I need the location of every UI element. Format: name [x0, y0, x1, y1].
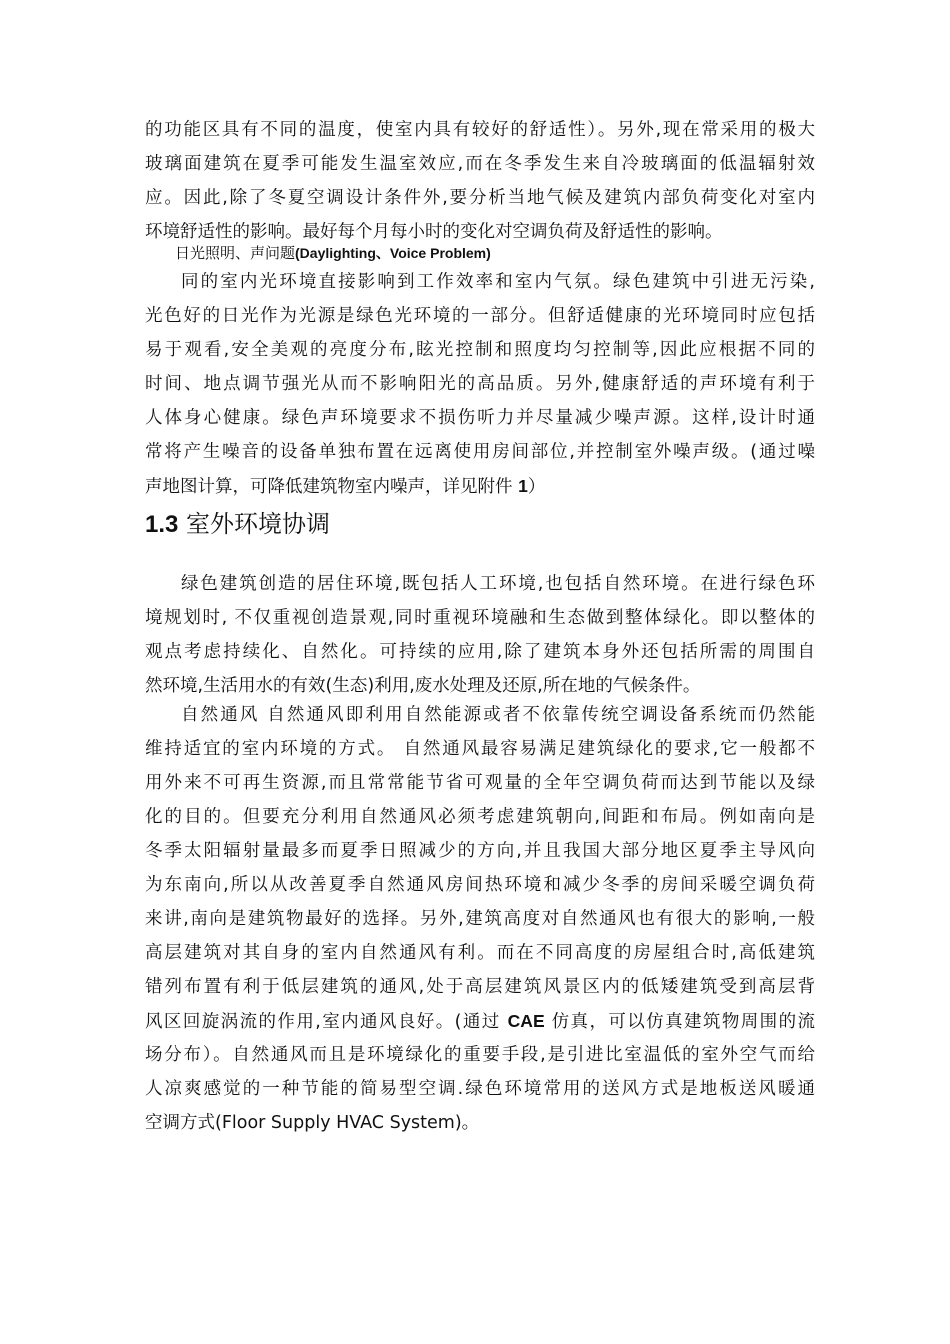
text-line: 时间、地点调节强光从而不影响阳光的高品质。另外,健康舒适的声环境有利于: [145, 374, 815, 394]
text-line: 境规划时, 不仅重视创造景观,同时重视环境融和生态做到整体绿化。即以整体的: [145, 608, 815, 628]
text-line: 应。因此,除了冬夏空调设计条件外,要分析当地气候及建筑内部负荷变化对室内: [145, 188, 815, 208]
text-line: 冬季太阳辐射量最多而夏季日照减少的方向,并且我国大部分地区夏季主导风向: [145, 841, 815, 861]
text-line: 常将产生噪音的设备单独布置在远离使用房间部位,并控制室外噪声级。(通过噪: [145, 442, 815, 462]
text-span: 仿真，可以仿真建筑物周围的流: [551, 1012, 815, 1032]
text-line: 高层建筑对其自身的室内自然通风有利。而在不同高度的房屋组合时,高低建筑: [145, 943, 815, 963]
cae-term: CAE: [507, 1011, 545, 1031]
text-line: 化的目的。但要充分利用自然通风必须考虑建筑朝向,间距和布局。例如南向是: [145, 807, 815, 827]
text-line: 环境舒适性的影响。最好每个月每小时的变化对空调负荷及舒适性的影响。: [145, 222, 723, 242]
text-line: 来讲,南向是建筑物最好的选择。另外,建筑高度对自然通风也有很大的影响,一般: [145, 909, 815, 929]
text-line: [145, 469, 815, 503]
text-line: 用外来不可再生资源,而且常常能节省可观量的全年空调负荷而达到节能以及绿: [145, 773, 815, 793]
section-title: 室外环境协调: [186, 510, 331, 538]
text-line: 场分布）。自然通风而且是环境绿化的重要手段,是引进比室温低的室外空气而给: [145, 1045, 815, 1065]
text-line: 人凉爽感觉的一种节能的简易型空调.绿色环境常用的送风方式是地板送风暖通: [145, 1079, 815, 1099]
paragraph-outdoor-environment: [145, 567, 815, 703]
text-line: 光色好的日光作为光源是绿色光环境的一部分。但舒适健康的光环境同时应包括: [145, 306, 815, 326]
text-line: 维持适宜的室内环境的方式。 自然通风最容易满足建筑绿化的要求,它一般都不: [145, 739, 815, 759]
paragraph-light-sound: [145, 265, 815, 503]
text-line: 玻璃面建筑在夏季可能发生温室效应,而在冬季发生来自冷玻璃面的低温辐射效: [145, 154, 815, 174]
text-line: 自然通风 自然通风即利用自然能源或者不依靠传统空调设备系统而仍然能: [181, 705, 815, 725]
text-line: [145, 1004, 815, 1038]
subheading-daylighting: [175, 240, 491, 266]
text-line: 同的室内光环境直接影响到工作效率和室内气氛。绿色建筑中引进无污染,: [181, 272, 815, 292]
text-span: ）: [527, 477, 546, 497]
paragraph-thermal-comfort: [145, 113, 815, 249]
subheading-cn: 日光照明、声问题: [175, 244, 296, 262]
paragraph-natural-ventilation: [145, 698, 815, 1140]
text-line: 空调方式(Floor Supply HVAC System)。: [145, 1113, 480, 1133]
text-line: 绿色建筑创造的居住环境,既包括人工环境,也包括自然环境。在进行绿色环: [181, 574, 815, 594]
text-line: 然环境,生活用水的有效(生态)利用,废水处理及还原,所在地的气候条件。: [145, 676, 701, 696]
text-line: 易于观看,安全美观的亮度分布,眩光控制和照度均匀控制等,因此应根据不同的: [145, 340, 815, 360]
text-line: 观点考虑持续化、自然化。可持续的应用,除了建筑本身外还包括所需的周围自: [145, 642, 815, 662]
text-line: 为东南向,所以从改善夏季自然通风房间热环境和减少冬季的房间采暖空调负荷: [145, 875, 815, 895]
text-span: 风区回旋涡流的作用,室内通风良好。(通过: [145, 1012, 501, 1032]
text-line: 的功能区具有不同的温度，使室内具有较好的舒适性）。另外,现在常采用的极大: [145, 120, 815, 140]
section-heading: [145, 504, 330, 544]
text-span: 声地图计算，可降低建筑物室内噪声，详见附件: [145, 477, 513, 497]
appendix-number: 1: [518, 476, 528, 496]
text-line: 人体身心健康。绿色声环境要求不损伤听力并尽量减少噪声源。这样,设计时通: [145, 408, 815, 428]
section-number: 1.3: [145, 511, 179, 538]
subheading-en: (Daylighting、Voice Problem): [295, 245, 491, 261]
text-line: 错列布置有利于低层建筑的通风,处于高层建筑风景区内的低矮建筑受到高层背: [145, 977, 815, 997]
